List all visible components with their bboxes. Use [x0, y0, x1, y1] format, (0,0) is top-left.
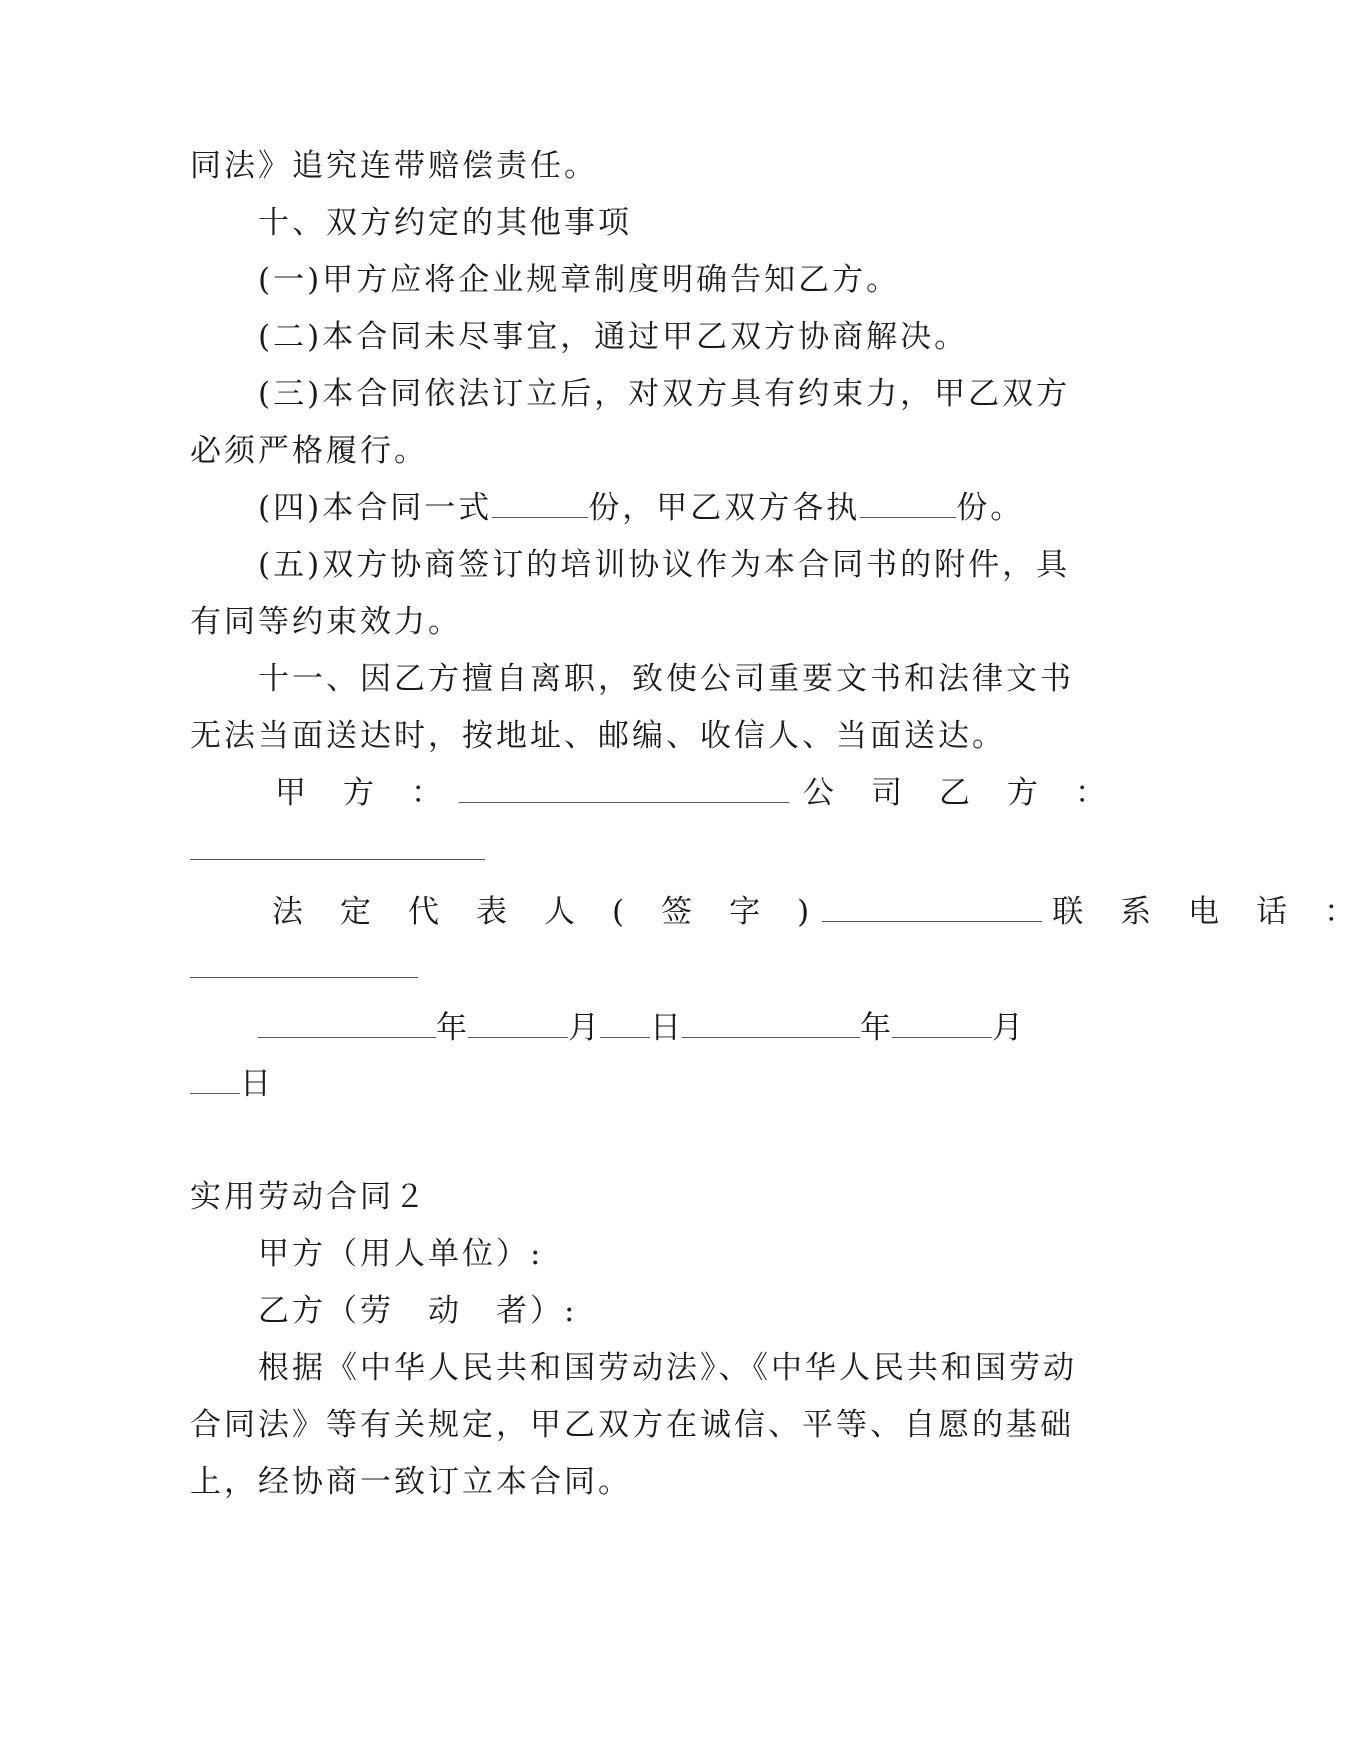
year-blank [682, 1013, 860, 1038]
clause-4-text-c: 份。 [956, 490, 1025, 526]
text-line: 同法》追究连带赔偿责任。 [190, 148, 598, 184]
clause-1: (一)甲方应将企业规章制度明确告知乙方。 [258, 262, 901, 298]
section2-title: 实用劳动合同２ [190, 1179, 428, 1215]
signature-rep-line [272, 892, 1358, 932]
year-label: 年 [436, 1010, 468, 1046]
section-11-cont: 无法当面送达时，按地址、邮编、收信人、当面送达。 [190, 718, 1006, 754]
section2-para-line: 上，经协商一致订立本合同。 [190, 1464, 632, 1500]
year-label: 年 [860, 1010, 892, 1046]
section-heading-10: 十、双方约定的其他事项 [258, 205, 632, 241]
blank-field [492, 493, 588, 518]
phone-blank-line [190, 948, 1050, 988]
day-blank [190, 1069, 240, 1094]
party-b-blank-line [190, 830, 1050, 870]
month-label: 月 [568, 1010, 600, 1046]
day-blank [600, 1013, 650, 1038]
legal-rep-label: 法 定 代 表 人 ( 签 字 ) [272, 894, 813, 930]
party-a-blank [459, 778, 789, 803]
section2-party-b: 乙方（劳 动 者）: [258, 1293, 578, 1329]
legal-rep-blank [822, 897, 1042, 922]
day-label: 日 [650, 1010, 682, 1046]
clause-2: (二)本合同未尽事宜，通过甲乙双方协商解决。 [258, 319, 969, 355]
clause-4-text-a: (四)本合同一式 [258, 490, 493, 526]
phone-blank [190, 953, 418, 978]
clause-4-text-b: 份，甲乙双方各执 [588, 490, 861, 526]
month-blank [892, 1013, 992, 1038]
month-label: 月 [992, 1010, 1024, 1046]
party-a-label: 甲 方 ： [275, 775, 445, 811]
day-label: 日 [240, 1066, 274, 1102]
year-blank [258, 1013, 436, 1038]
date-line-cont [190, 1064, 1050, 1104]
signature-party-line [275, 773, 1109, 813]
section2-para-line: 根据《中华人民共和国劳动法》、《中华人民共和国劳动 [258, 1350, 1077, 1386]
section2-party-a: 甲方（用人单位）: [258, 1236, 544, 1272]
clause-3: (三)本合同依法订立后，对双方具有约束力，甲乙双方 [258, 376, 1071, 412]
section-heading-11: 十一、因乙方擅自离职，致使公司重要文书和法律文书 [258, 661, 1074, 697]
company-party-b-label: 公 司 乙 方 ： [803, 775, 1109, 811]
clause-5: (五)双方协商签订的培训协议作为本合同书的附件，具 [258, 547, 1071, 583]
party-b-blank [190, 835, 485, 860]
clause-3-cont: 必须严格履行。 [190, 433, 428, 469]
date-line [258, 1008, 1050, 1048]
blank-field [860, 493, 956, 518]
month-blank [468, 1013, 568, 1038]
clause-5-cont: 有同等约束效力。 [190, 604, 462, 640]
section2-para-line: 合同法》等有关规定，甲乙双方在诚信、平等、自愿的基础 [190, 1407, 1074, 1443]
clause-4 [258, 488, 1050, 528]
phone-label: 联 系 电 话 ： [1052, 894, 1358, 930]
